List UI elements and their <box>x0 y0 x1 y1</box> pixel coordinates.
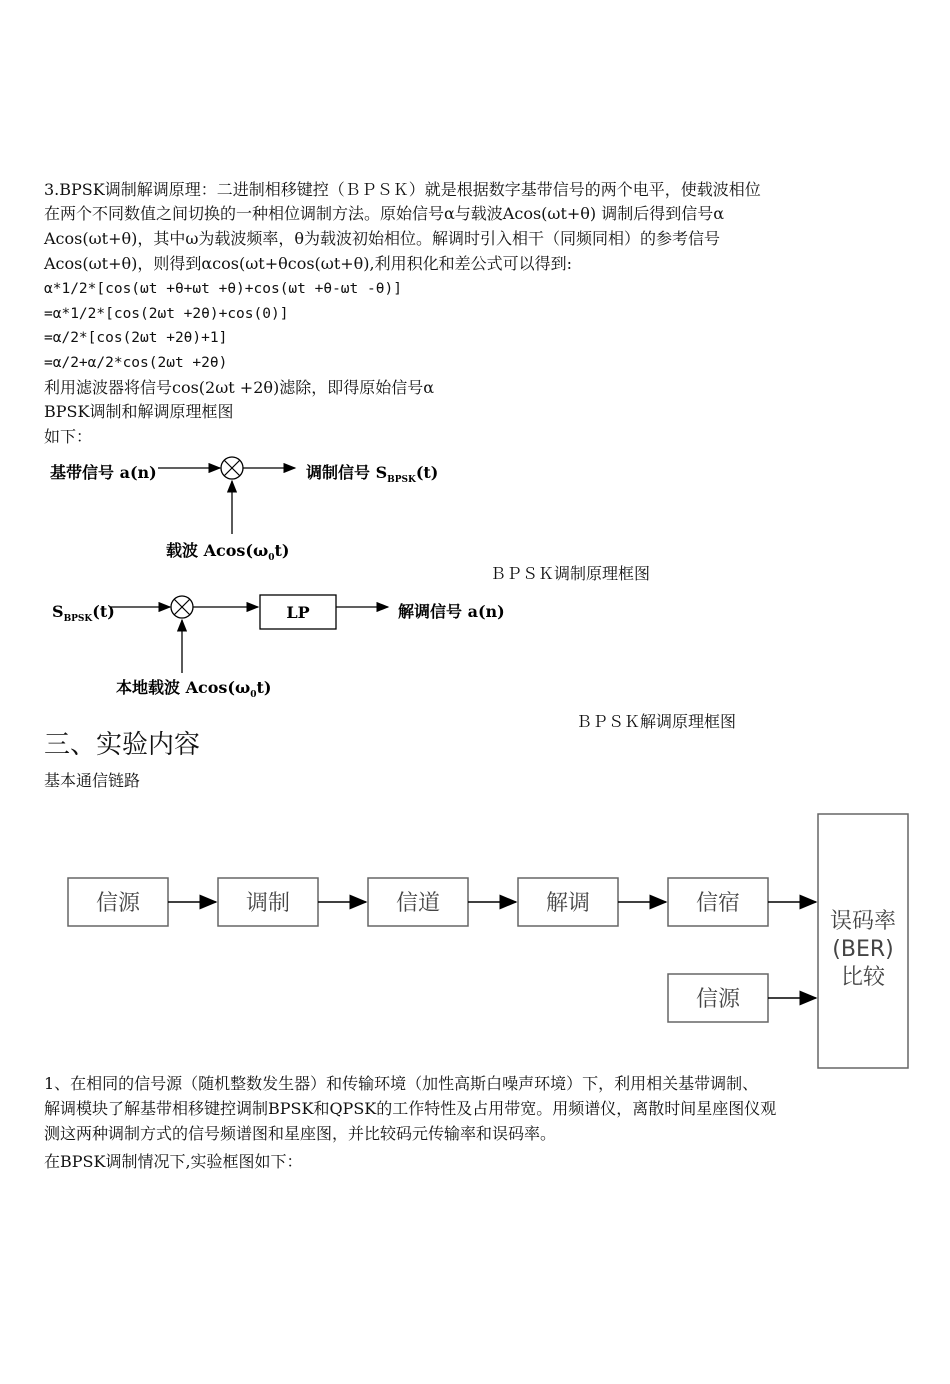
principle-line-7: 如下： <box>44 427 93 446</box>
bpsk-modulation-diagram <box>40 448 510 570</box>
multiplier-icon <box>221 457 243 479</box>
experiment-line-2: 解调模块了解基带相移键控调制BPSK和QPSK的工作特性及占用带宽。用频谱仪，离散时间星座图仪观 <box>44 1099 777 1118</box>
section-heading: 三、实验内容 <box>44 730 201 760</box>
block-source-2-label: 信源 <box>695 987 741 1012</box>
block-channel-label: 信道 <box>395 891 441 916</box>
ber-label-line-1: 误码率 <box>829 909 897 934</box>
carrier-label: 载波 $Acos(\omega_0t)$ <box>166 541 290 563</box>
ber-label-line-2: (BER) <box>832 937 894 962</box>
experiment-line-4: 在BPSK调制情况下,实验框图如下： <box>44 1152 303 1171</box>
principle-line-3: Acos(ωt+θ)，其中ω为载波频率，θ为载波初始相位。解调时引入相干（同频同相）的参考信号 <box>44 229 721 248</box>
experiment-line-3: 测这两种调制方式的信号频谱图和星座图，并比较码元传输率和误码率。 <box>44 1124 557 1143</box>
communication-link-diagram <box>60 808 920 1078</box>
local-carrier-label: 本地载波 $Acos(\omega_0t)$ <box>116 678 272 700</box>
experiment-line-1: 1、在相同的信号源（随机整数发生器）和传输环境（加性高斯白噪声环境）下，利用相关基带调制、 <box>44 1074 759 1093</box>
principle-line-6: BPSK调制和解调原理框图 <box>44 402 234 421</box>
section-subheading: 基本通信链路 <box>44 771 141 790</box>
multiplier-icon <box>171 596 193 618</box>
demod-input-label: $S_{BPSK}(t)$ <box>52 602 115 624</box>
modulation-caption: ＢＰＳＫ调制原理框图 <box>490 564 651 583</box>
block-sink-label: 信宿 <box>695 891 741 916</box>
equation-3: =α/2*[cos(2ωt +2θ)+1] <box>44 330 228 346</box>
demod-output-label: 解调信号 a(n) <box>398 602 505 621</box>
baseband-input-label: 基带信号 a(n) <box>50 463 157 482</box>
bpsk-demodulation-diagram <box>40 585 520 707</box>
block-source-label: 信源 <box>95 891 141 916</box>
principle-line-4: Acos(ωt+θ)，则得到αcos(ωt+θcos(ωt+θ),利用积化和差公式可以得到: <box>44 254 573 273</box>
block-modulation-label: 调制 <box>245 891 291 916</box>
principle-line-1: 3.BPSK调制解调原理：二进制相移键控（ＢＰＳＫ）就是根据数字基带信号的两个电平，使载波相位 <box>44 180 761 199</box>
ber-label-line-3: 比较 <box>840 965 886 990</box>
block-demodulation-label: 解调 <box>545 891 591 916</box>
equation-2: =α*1/2*[cos(2ωt +2θ)+cos(0)] <box>44 306 289 322</box>
modulated-output-label: 调制信号 $S_{BPSK}(t)$ <box>306 463 439 485</box>
equation-4: =α/2+α/2*cos(2ωt +2θ) <box>44 355 228 371</box>
equation-1: α*1/2*[cos(ωt +θ+ωt +θ)+cos(ωt +θ-ωt -θ)] <box>44 281 402 297</box>
principle-line-5: 利用滤波器将信号cos(2ωt +2θ)滤除，即得原始信号α <box>44 378 435 397</box>
principle-line-2: 在两个不同数值之间切换的一种相位调制方法。原始信号α与载波Acos(ωt+θ) 调制后得到信号α <box>44 204 725 223</box>
demodulation-caption: ＢＰＳＫ解调原理框图 <box>576 712 737 731</box>
lp-label: LP <box>286 603 310 622</box>
